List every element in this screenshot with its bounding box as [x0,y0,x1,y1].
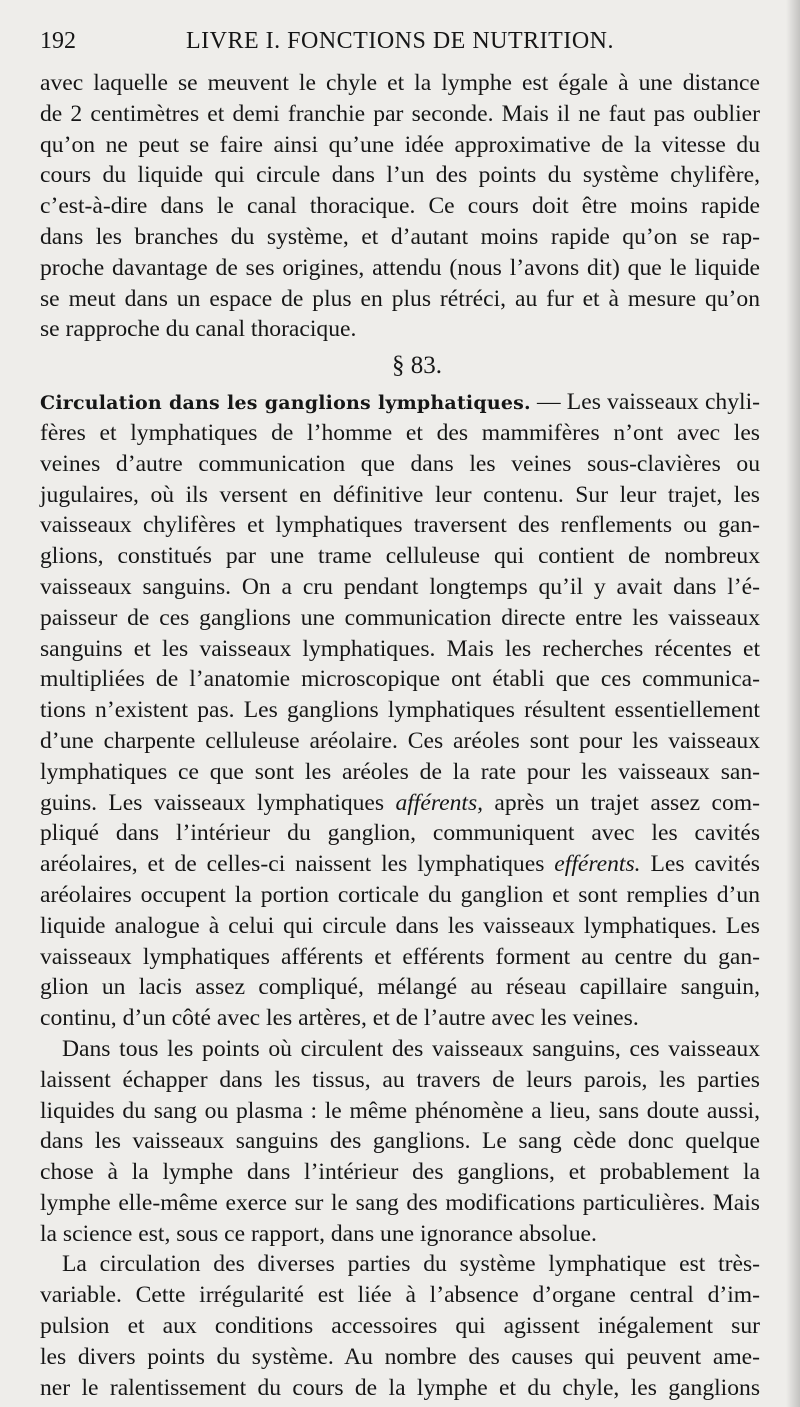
continued-paragraph [40,68,760,345]
text-line: laissent échapper dans les tissus, au travers de leurs parois, les parties [40,1066,760,1093]
body-text [40,68,760,1403]
text-line: de 2 centimètres et demi franchie par seconde. Mais il ne faut pas oublier [40,100,760,127]
page-edge-shadow [786,0,800,1407]
text-line: ner le ralentissement du cours de la lymphe et du chyle, les ganglions [40,1374,760,1401]
text-line: tions n’existent pas. Les ganglions lymphatiques résultent essentiellement [40,697,760,724]
paragraph-circulation [40,1249,760,1403]
text-line: se meut dans un espace de plus en plus rétréci, au fur et à mesure qu’on [40,285,760,312]
italic-term-efferents: efférents. [554,851,641,878]
running-head [40,28,760,62]
text-line: pulsion et aux conditions accessoires qui agissent inégalement sur [40,1313,760,1340]
text-line: liquide analogue à celui qui circule dans les vaisseaux lymphatiques. Les [40,912,760,939]
text-line: avec laquelle se meuvent le chyle et la lymphe est égale à une distance [40,70,760,96]
section-heading-line [40,387,760,418]
section-paragraph [40,387,760,1034]
text-line: lymphatiques ce que sont les aréoles de la rate pour les vaisseaux san- [40,758,760,785]
text-line: multipliées de l’anatomie microscopique ont établi que ces communica- [40,666,760,693]
running-title: LIVRE I. FONCTIONS DE NUTRITION. [186,28,614,54]
text-run: guins. Les vaisseaux lymphatiques [40,789,396,816]
section-heading-dash: — Les vaisseaux chyli- [530,389,760,416]
text-line: dans les vaisseaux sanguins des ganglions. Le sang cède donc quelque [40,1128,760,1155]
page-number: 192 [40,28,76,54]
text-line: variable. Cette irrégularité est liée à l’absence d’organe central d’im- [40,1282,760,1309]
text-line: vaisseaux sanguins. On a cru pendant longtemps qu’il y avait dans l’é- [40,573,760,600]
italic-term-afferents: afférents, [395,789,484,816]
text-line: proche davantage de ses origines, attendu (nous l’avons dit) que le liquide [40,254,760,281]
text-line: Dans tous les points où circulent des vaisseaux sanguins, ces vaisseaux [62,1035,760,1062]
text-line-efferents [40,849,760,880]
text-line: vaisseaux lymphatiques afférents et efférents forment au centre du gan- [40,943,760,970]
section-heading: Circulation dans les ganglions lymphatiques. [40,392,531,415]
text-line: c’est-à-dire dans le canal thoracique. Ce cours doit être moins rapide [40,193,760,220]
text-line: se rapproche du canal thoracique. [40,316,357,343]
text-line: continu, d’un côté avec les artères, et de l’autre avec les veines. [40,1005,639,1032]
text-run: Les cavités [640,851,760,878]
text-line: liquides du sang ou plasma : le même phénomène a lieu, sans doute aussi, [40,1097,760,1124]
text-line: qu’on ne peut se faire ainsi qu’une idée approximative de la vitesse du [40,131,760,158]
text-line: glion un lacis assez compliqué, mélangé au réseau capillaire sanguin, [40,974,760,1001]
text-line: la science est, sous ce rapport, dans une ignorance absolue. [40,1220,597,1247]
paragraph-plasma [40,1034,760,1250]
text-line: vaisseaux chylifères et lymphatiques traversent des renflements ou gan- [40,512,760,539]
text-line: les divers points du système. Au nombre des causes qui peuvent ame- [40,1343,760,1370]
text-run: aréolaires, et de celles-ci naissent les lymphatiques [40,851,555,878]
text-line: dans les branches du système, et d’autant moins rapide qu’on se rap- [40,223,760,250]
text-line: chose à la lymphe dans l’intérieur des ganglions, et probablement la [40,1159,760,1186]
text-line: paisseur de ces ganglions une communication directe entre les vaisseaux [40,604,760,631]
text-line: lymphe elle-même exerce sur le sang des modifications particulières. Mais [40,1189,760,1216]
text-line: fères et lymphatiques de l’homme et des mammifères n’ont avec les [40,419,760,446]
text-line: sanguins et les vaisseaux lymphatiques. Mais les recherches récentes et [40,635,760,662]
text-line-afferents [40,788,760,819]
section-number [40,349,760,383]
text-line: La circulation des diverses parties du système lymphatique est très- [62,1251,760,1278]
text-line: d’une charpente celluleuse aréolaire. Ces aréoles sont pour les vaisseaux [40,727,760,754]
text-line: veines d’autre communication que dans les veines sous-clavières ou [40,450,760,477]
text-line: pliqué dans l’intérieur du ganglion, communiquent avec les cavités [40,820,760,847]
section-number-text: § 83. [392,352,442,380]
text-line: jugulaires, où ils versent en définitive leur contenu. Sur leur trajet, les [40,481,760,508]
text-line: glions, constitués par une trame celluleuse qui contient de nombreux [40,543,760,570]
text-line: aréolaires occupent la portion corticale du ganglion et sont remplies d’un [40,881,760,908]
text-run: après un trajet assez com- [483,789,760,816]
text-line: cours du liquide qui circule dans l’un des points du système chylifère, [40,162,760,189]
